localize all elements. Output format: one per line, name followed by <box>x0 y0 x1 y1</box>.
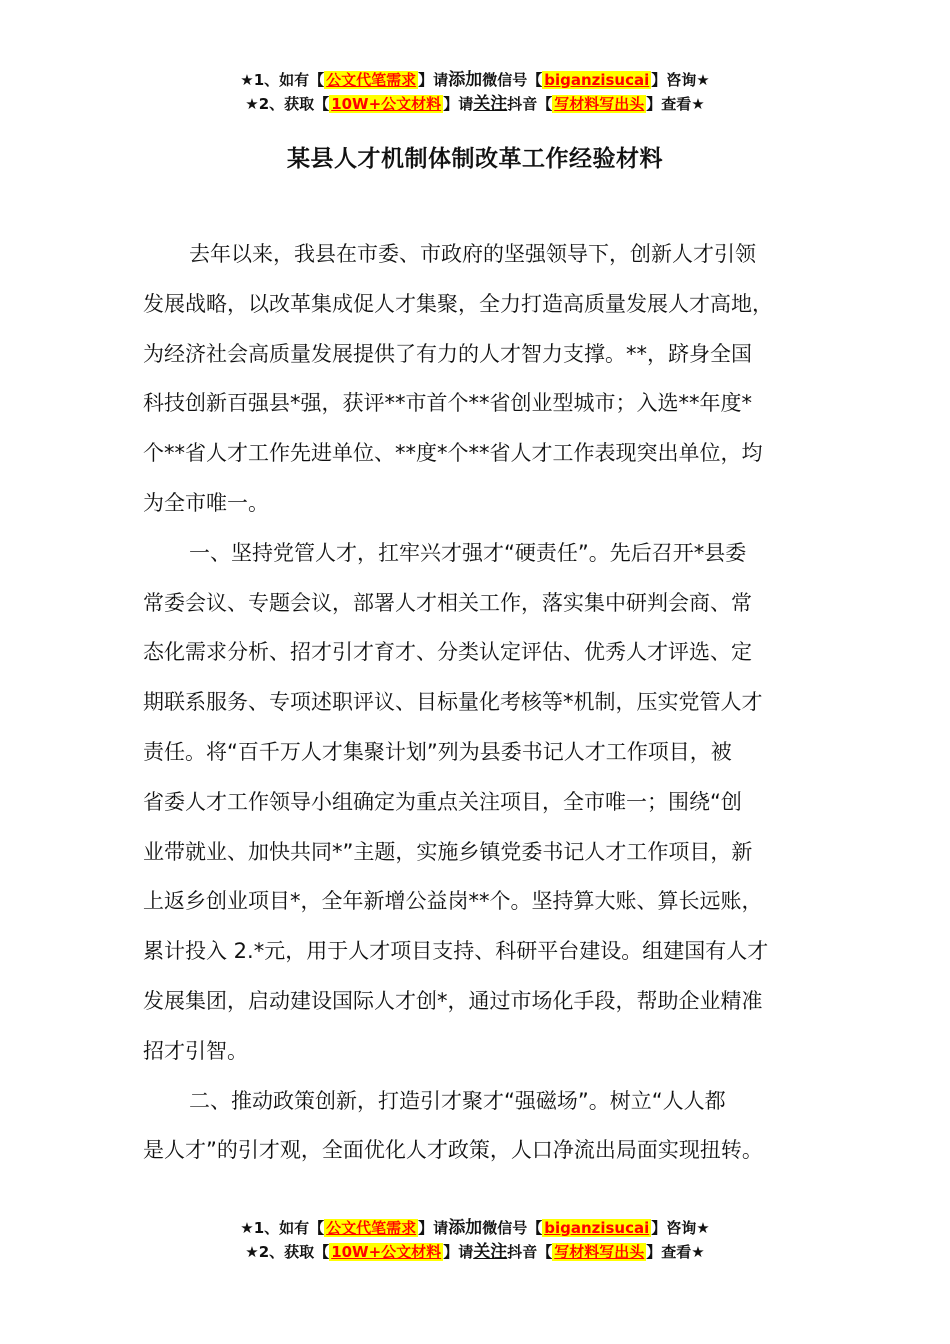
text-line: 招才引智。 <box>143 1038 248 1063</box>
promo-text: 】请 <box>443 1243 474 1261</box>
text-line: 上返乡创业项目*，全年新增公益岗**个。坚持算大账、算长远账， <box>143 889 763 914</box>
promo-text: 】咨询★ <box>651 71 710 89</box>
douyin-id-highlight: 写材料写出头 <box>554 95 645 113</box>
text-line: 常委会议、专题会议，部署人才相关工作，落实集中研判会商、常 <box>143 590 752 615</box>
promo-emphasis: 添加 <box>448 1218 483 1238</box>
promo-text: 】请 <box>443 95 474 113</box>
promo-highlight: 10W+公文材料 <box>331 1243 442 1261</box>
text-line: 期联系服务、专项述职评议、目标量化考核等*机制，压实党管人才 <box>143 690 763 715</box>
text-line: 科技创新百强县*强，获评**市首个**省创业型城市；入选**年度* <box>143 391 752 416</box>
text-line: 责任。将“百千万人才集聚计划”列为县委书记人才工作项目，被 <box>143 739 732 764</box>
promo-text: ★1、如有【 <box>240 1219 325 1237</box>
text-line: 态化需求分析、招才引才育才、分类认定评估、优秀人才评选、定 <box>143 640 752 665</box>
promo-line-1 <box>0 1216 950 1240</box>
promo-highlight: 公文代笔需求 <box>326 71 417 89</box>
text-line: 去年以来，我县在市委、市政府的坚强领导下，创新人才引领 <box>189 242 756 266</box>
promo-emphasis: 添加 <box>448 70 483 90</box>
text-line: 为全市唯一。 <box>143 490 269 515</box>
text-line: 业带就业、加快共同*”主题，实施乡镇党委书记人才工作项目，新 <box>143 839 753 864</box>
text-line: 省委人才工作领导小组确定为重点关注项目，全市唯一；围绕“创 <box>143 789 742 814</box>
text-line: 一、坚持党管人才，扛牢兴才强才“硬责任”。先后召开*县委 <box>189 540 747 565</box>
promo-text: 微信号【 <box>482 1219 543 1237</box>
promo-text: 抖音【 <box>507 95 553 113</box>
promo-text: 抖音【 <box>507 1243 553 1261</box>
text-line: 发展战略，以改革集成促人才集聚，全力打造高质量发展人才高地， <box>143 291 773 316</box>
promo-line-2 <box>0 1240 950 1264</box>
text-line: 二、推动政策创新，打造引才聚才“强磁场”。树立“人人都 <box>189 1088 726 1113</box>
wechat-id-highlight: biganzisucai <box>544 1219 650 1237</box>
wechat-id-highlight: biganzisucai <box>544 71 650 89</box>
promo-text: ★2、获取【 <box>245 95 330 113</box>
douyin-id-highlight: 写材料写出头 <box>554 1243 645 1261</box>
promo-text: 】请 <box>418 1219 449 1237</box>
document-title: 某县人才机制体制改革工作经验材料 <box>287 146 663 172</box>
promo-highlight: 公文代笔需求 <box>326 1219 417 1237</box>
promo-text: 】查看★ <box>646 1243 705 1261</box>
paragraph-intro <box>143 230 833 529</box>
promo-line-2 <box>0 92 950 116</box>
promo-highlight: 10W+公文材料 <box>331 95 442 113</box>
promo-emphasis: 关注 <box>473 94 508 114</box>
text-line: 发展集团，启动建设国际人才创*，通过市场化手段，帮助企业精准 <box>143 988 763 1013</box>
promo-banner-bottom <box>0 1216 950 1264</box>
promo-text: 】请 <box>418 71 449 89</box>
paragraph-section-2 <box>143 1077 833 1177</box>
promo-emphasis: 关注 <box>473 1242 508 1262</box>
promo-text: ★2、获取【 <box>245 1243 330 1261</box>
promo-text: 】咨询★ <box>651 1219 710 1237</box>
promo-text: 】查看★ <box>646 95 705 113</box>
text-line: 累计投入 2.*元，用于人才项目支持、科研平台建设。组建国有人才 <box>143 939 769 964</box>
text-line: 是人才”的引才观，全面优化人才政策，人口净流出局面实现扭转。 <box>143 1138 763 1163</box>
text-line: 个**省人才工作先进单位、**度*个**省人才工作表现突出单位，均 <box>143 441 763 466</box>
promo-text: 微信号【 <box>482 71 543 89</box>
text-line: 为经济社会高质量发展提供了有力的人才智力支撑。**，跻身全国 <box>143 341 752 366</box>
document-body <box>143 230 833 1176</box>
paragraph-section-1 <box>143 529 833 1077</box>
promo-line-1 <box>0 68 950 92</box>
promo-text: ★1、如有【 <box>240 71 325 89</box>
promo-banner-top <box>0 68 950 116</box>
